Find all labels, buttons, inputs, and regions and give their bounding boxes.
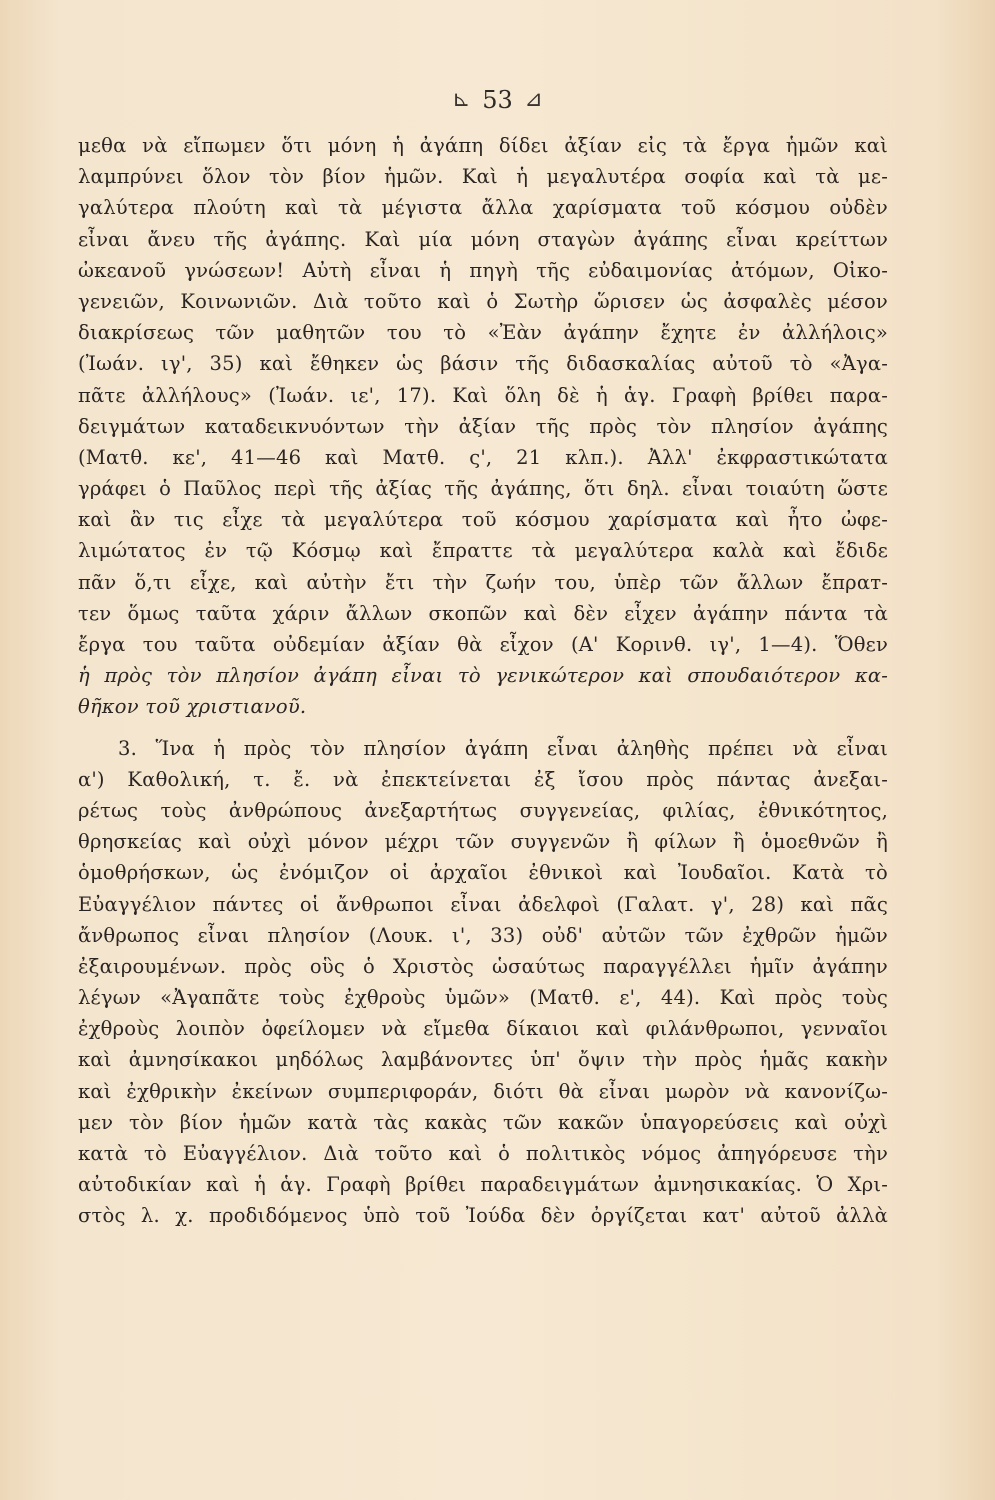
body-text	[78, 130, 888, 1232]
text-line: ἐξαιρουμένων. πρὸς οὓς ὁ Χριστὸς ὡσαύτως παραγγέλλει ἡμῖν ἀγάπην	[78, 954, 888, 978]
text-line: κατὰ τὸ Εὐαγγέλιον. Διὰ τοῦτο καὶ ὁ πολιτικὸς νόμος ἀπηγόρευσε τὴν	[78, 1142, 888, 1165]
text-line: μεν τὸν βίον ἡμῶν κατὰ τὰς κακὰς τῶν κακῶν ὑπαγορεύσεις καὶ οὐχὶ	[78, 1110, 888, 1134]
text-line: στὸς λ. χ. προδιδόμενος ὑπὸ τοῦ Ἰούδα δὲν ὀργίζεται κατ' αὐτοῦ ἀλλὰ	[78, 1204, 888, 1228]
paragraph-1	[78, 130, 888, 723]
text-line: γαλύτερα πλούτη καὶ τὰ μέγιστα ἄλλα χαρίσματα τοῦ κόσμου οὐδὲν	[78, 196, 888, 220]
left-ornament-icon: ⊾	[452, 87, 471, 112]
text-line: καὶ ἀμνησίκακοι μηδόλως λαμβάνοντες ὑπ' ὄψιν τὴν πρὸς ἡμᾶς κακὴν	[78, 1048, 888, 1072]
paragraph-2	[78, 733, 888, 1232]
text-line: δειγμάτων καταδεικνυόντων τὴν ἀξίαν τῆς πρὸς τὸν πλησίον ἀγάπης	[78, 414, 888, 438]
text-line: Εὐαγγέλιον πάντες οἱ ἄνθρωποι εἶναι ἀδελφοὶ (Γαλατ. γ', 28) καὶ πᾶς	[78, 892, 888, 916]
text-line: θρησκείας καὶ οὐχὶ μόνον μέχρι τῶν συγγενῶν ἢ φίλων ἢ ὁμοεθνῶν ἢ	[78, 830, 888, 854]
text-line: πᾶν ὅ,τι εἶχε, καὶ αὐτὴν ἔτι τὴν ζωήν του, ὑπὲρ τῶν ἄλλων ἔπραт-	[78, 570, 888, 594]
text-line: λαμπρύνει ὅλον τὸν βίον ἡμῶν. Καὶ ἡ μεγαλυτέρα σοφία καὶ τὰ με-	[78, 165, 888, 189]
text-line: εἶναι ἄνευ τῆς ἀγάπης. Καὶ μία μόνη σταγὼν ἀγάπης εἶναι κρείττων	[78, 227, 888, 251]
text-line: ρέτως τοὺς ἀνθρώπους ἀνεξαρτήτως συγγενείας, φιλίας, ἐθνικότητος,	[78, 798, 888, 822]
text-line: πᾶτε ἀλλήλους» (Ἰωάν. ιε', 17). Καὶ ὅλη δὲ ἡ ἁγ. Γραφὴ βρίθει παρα-	[78, 383, 888, 407]
text-line: τεν ὅμως ταῦτα χάριν ἄλλων σκοπῶν καὶ δὲν εἶχεν ἀγάπην πάντα τὰ	[78, 601, 888, 625]
text-line: ἄνθρωπος εἶναι πλησίον (Λουκ. ι', 33) οὐδ' αὐτῶν τῶν ἐχθρῶν ἡμῶν	[78, 923, 888, 947]
text-line: καὶ ἂν τις εἶχε τὰ μεγαλύτερα τοῦ κόσμου χαρίσματα καὶ ἦτο ὠφε-	[78, 508, 888, 532]
text-line: διακρίσεως τῶν μαθητῶν του τὸ «Ἐὰν ἀγάπην ἔχητε ἐν ἀλλήλοις»	[78, 321, 888, 345]
text-line: λέγων «Ἀγαπᾶτε τοὺς ἐχθροὺς ὑμῶν» (Ματθ. ε', 44). Καὶ πρὸς τοὺς	[78, 986, 888, 1010]
text-line: ἔργα του ταῦτα οὐδεμίαν ἀξίαν θὰ εἶχον (Α' Κορινθ. ιγ', 1—4). Ὅθεν	[78, 633, 888, 656]
emphasis-line: ἡ πρὸς τὸν πλησίον ἀγάπη εἶναι τὸ γενικώτερον καὶ σπουδαιότερον κα-	[78, 664, 888, 688]
text-line: ἐχθροὺς λοιπὸν ὀφείλομεν νὰ εἴμεθα δίκαιοι καὶ φιλάνθρωποι, γενναῖοι	[78, 1017, 888, 1041]
text-line: γενειῶν, Κοινωνιῶν. Διὰ τοῦτο καὶ ὁ Σωτὴρ ὥρισεν ὡς ἀσφαλὲς μέσον	[78, 289, 888, 313]
emphasis-line: θῆκον τοῦ χριστιανοῦ.	[78, 695, 307, 719]
text-line: α') Καθολική, τ. ἔ. νὰ ἐπεκτείνεται ἐξ ἴσου πρὸς πάντας ἀνεξαι-	[78, 767, 888, 791]
text-line: ὠκεανοῦ γνώσεων! Αὐτὴ εἶναι ἡ πηγὴ τῆς εὐδαιμονίας ἀτόμων, Οἰκο-	[78, 258, 888, 282]
text-line: αὐτοδικίαν καὶ ἡ ἁγ. Γραφὴ βρίθει παραδειγμάτων ἀμνησικακίας. Ὁ Χρι-	[78, 1173, 888, 1197]
page-header	[0, 84, 995, 114]
text-line: μεθα νὰ εἴπωμεν ὅτι μόνη ἡ ἀγάπη δίδει ἀξίαν εἰς τὰ ἔργα ἡμῶν καὶ	[78, 134, 888, 157]
text-line: καὶ ἐχθρικὴν ἐκείνων συμπεριφοράν, διότι θὰ εἶναι μωρὸν νὰ κανονίζω-	[78, 1079, 888, 1103]
page-number: 53	[482, 85, 513, 114]
text-line: ὁμοθρήσκων, ὡς ἐνόμιζον οἱ ἀρχαῖοι ἐθνικοὶ καὶ Ἰουδαῖοι. Κατὰ τὸ	[78, 861, 888, 885]
right-ornament-icon: ⊿	[524, 87, 543, 112]
text-line: γράφει ὁ Παῦλος περὶ τῆς ἀξίας τῆς ἀγάπης, ὅτι δηλ. εἶναι τοιαύτη ὥστε	[78, 477, 888, 501]
text-line: (Ἰωάν. ιγ', 35) καὶ ἔθηκεν ὡς βάσιν τῆς διδασκαλίας αὐτοῦ τὸ «Ἀγα-	[78, 352, 888, 376]
text-line: (Ματθ. κε', 41—46 καὶ Ματθ. ς', 21 κλπ.). Ἀλλ' ἐκφραστικώτατα	[78, 445, 888, 469]
text-line: λιμώτατος ἐν τῷ Κόσμῳ καὶ ἔπραττε τὰ μεγαλύτερα καλὰ καὶ ἔδιδε	[78, 539, 888, 563]
text-line: 3. Ἵνα ἡ πρὸς τὸν πλησίον ἀγάπη εἶναι ἀληθὴς πρέπει νὰ εἶναι	[118, 736, 888, 760]
